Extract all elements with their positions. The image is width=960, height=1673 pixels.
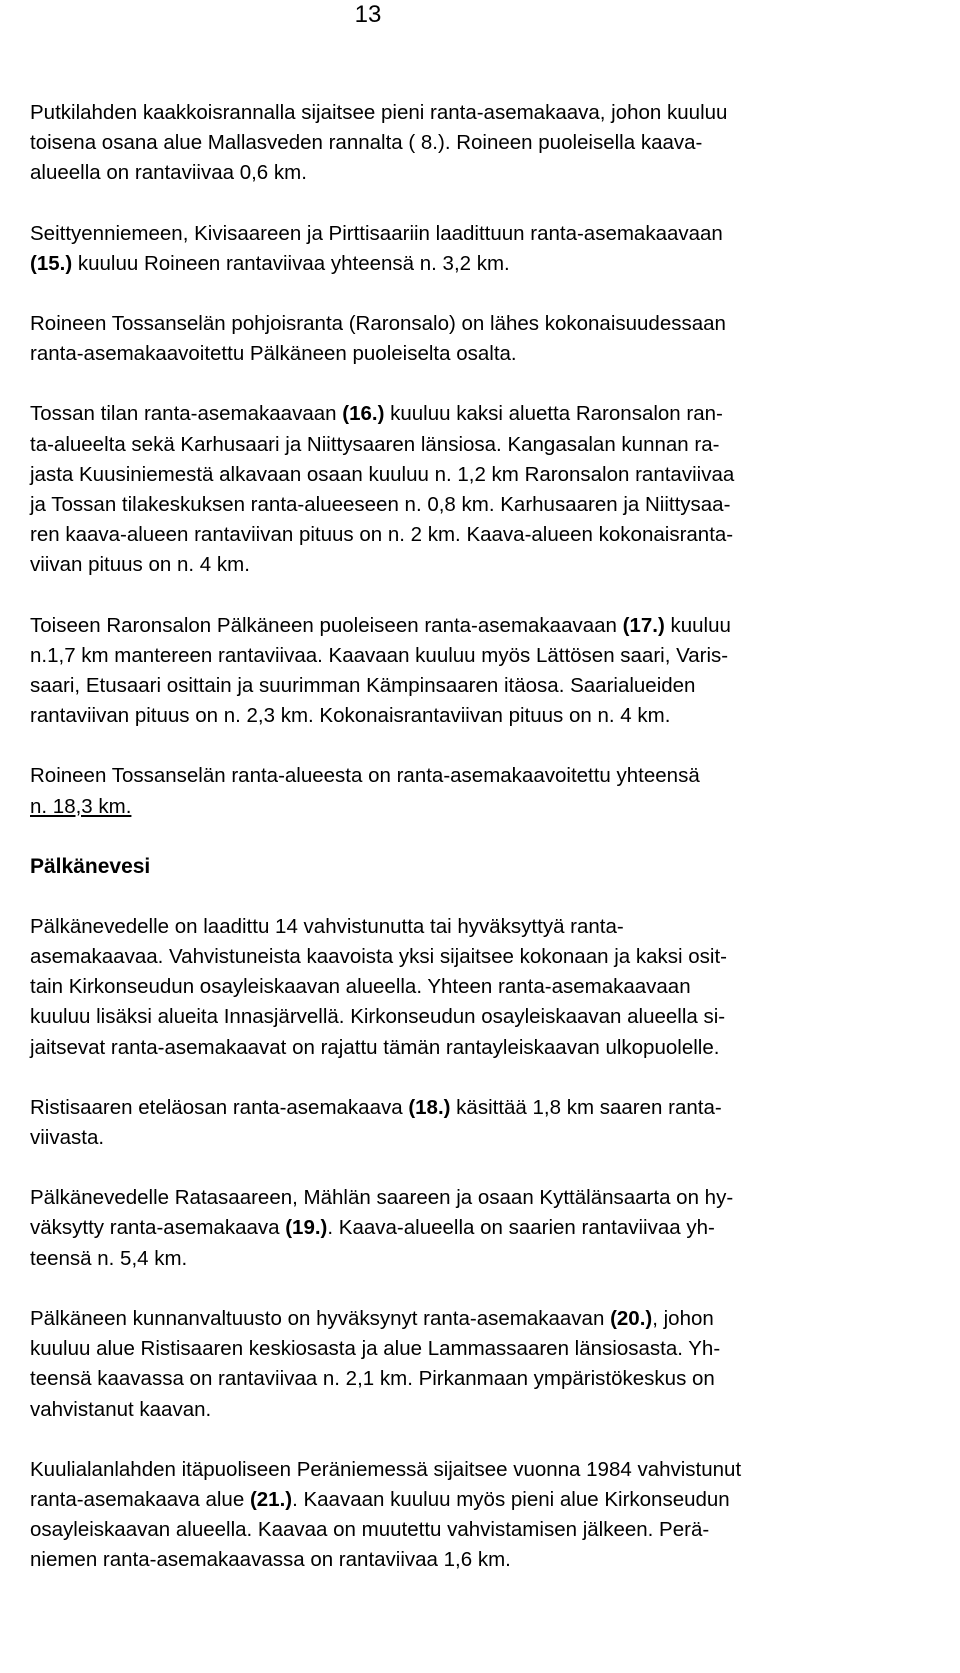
document-body <box>30 98 930 1606</box>
text-segment: kuuluu <box>664 613 731 637</box>
text-segment: ta-alueelta sekä Karhusaari ja Niittysaaren länsiosa. Kangasalan kunnan ra- <box>30 432 720 456</box>
text-segment: käsittää 1,8 km saaren ranta- <box>450 1095 722 1119</box>
text-line <box>30 1304 930 1334</box>
text-segment: (18.) <box>408 1095 451 1119</box>
paragraph <box>30 761 930 821</box>
text-segment: osayleiskaavan alueella. Kaavaa on muutettu vahvistamisen jälkeen. Perä- <box>30 1518 710 1542</box>
paragraph <box>30 309 930 369</box>
text-line <box>30 761 930 791</box>
text-segment: Seittyenniemeen, Kivisaareen ja Pirttisaariin laadittuun ranta-asemakaavaan <box>30 221 723 245</box>
text-segment: Pälkänevedelle on laadittu 14 vahvistunutta tai hyväksyttyä ranta- <box>30 914 624 938</box>
text-line <box>30 641 930 671</box>
text-line <box>30 399 930 429</box>
text-line <box>30 1364 930 1394</box>
text-segment: Putkilahden kaakkoisrannalla sijaitsee pieni ranta-asemakaava, johon kuuluu <box>30 101 728 124</box>
text-segment: teensä kaavassa on rantaviivaa n. 2,1 km. Pirkanmaan ympäristökeskus on <box>30 1367 715 1391</box>
text-line <box>30 1485 930 1515</box>
text-segment: (16.) <box>342 402 385 426</box>
text-line <box>30 1515 930 1545</box>
text-line <box>30 1123 930 1153</box>
text-segment: asemakaavaa. Vahvistuneista kaavoista yksi sijaitsee kokonaan ja kaksi osit- <box>30 945 727 969</box>
text-line <box>30 520 930 550</box>
paragraph <box>30 1183 930 1274</box>
text-segment: kuuluu lisäksi alueita Innasjärvellä. Kirkonseudun osayleiskaavan alueella si- <box>30 1005 726 1029</box>
text-line <box>30 249 930 279</box>
text-segment: , johon <box>652 1306 714 1330</box>
text-line <box>30 128 930 158</box>
paragraph <box>30 1455 930 1576</box>
paragraph <box>30 611 930 732</box>
text-line <box>30 611 930 641</box>
text-line <box>30 550 930 580</box>
text-segment: väksytty ranta-asemakaava <box>30 1216 286 1240</box>
text-line <box>30 1093 930 1123</box>
text-segment: Toiseen Raronsalon Pälkäneen puoleiseen ranta-asemakaavaan <box>30 613 623 637</box>
text-line <box>30 942 930 972</box>
text-line <box>30 1033 930 1063</box>
text-line <box>30 1334 930 1364</box>
text-line <box>30 309 930 339</box>
text-segment: (19.) <box>285 1216 328 1240</box>
text-line <box>30 219 930 249</box>
text-segment: alueella on rantaviivaa 0,6 km. <box>30 161 307 185</box>
text-line <box>30 339 930 369</box>
paragraph <box>30 1093 930 1153</box>
text-segment: ranta-asemakaavoitettu Pälkäneen puoleiselta osalta. <box>30 342 517 366</box>
text-segment: Tossan tilan ranta-asemakaavaan <box>30 402 343 426</box>
paragraph <box>30 912 930 1063</box>
paragraph <box>30 98 930 189</box>
text-line <box>30 701 930 731</box>
text-line <box>30 972 930 1002</box>
text-line <box>30 1244 930 1274</box>
text-line <box>30 1395 930 1425</box>
text-line <box>30 912 930 942</box>
text-segment: Ristisaaren eteläosan ranta-asemakaava <box>30 1095 409 1119</box>
text-segment: Kuulialanlahden itäpuoliseen Peräniemessä sijaitsee vuonna 1984 vahvistunut <box>30 1457 742 1481</box>
text-segment: . Kaavaan kuuluu myös pieni alue Kirkonseudun <box>292 1487 730 1511</box>
section-heading: Pälkänevesi <box>30 854 151 878</box>
text-segment: Roineen Tossanselän ranta-alueesta on ranta-asemakaavoitettu yhteensä <box>30 764 700 788</box>
text-segment: kuuluu alue Ristisaaren keskiosasta ja alue Lammassaaren länsiosasta. Yh- <box>30 1337 721 1361</box>
text-segment: (17.) <box>622 613 665 637</box>
text-segment: saari, Etusaari osittain ja suurimman Kämpinsaaren itäosa. Saarialueiden <box>30 674 696 698</box>
text-segment: n. 18,3 km. <box>30 794 132 818</box>
paragraph <box>30 1304 930 1425</box>
text-line <box>30 671 930 701</box>
text-segment: (21.) <box>249 1487 293 1511</box>
text-line <box>30 1002 930 1032</box>
text-segment: kuuluu kaksi aluetta Raronsalon ran- <box>384 402 723 426</box>
text-segment: Roineen Tossanselän pohjoisranta (Raronsalo) on lähes kokonaisuudessaan <box>30 312 726 336</box>
text-segment: ja Tossan tilakeskuksen ranta-alueeseen n. 0,8 km. Karhusaaren ja Niittysaa- <box>30 493 731 517</box>
text-segment: Pälkänevedelle Ratasaareen, Mählän saareen ja osaan Kyttälänsaarta on hy- <box>30 1186 734 1210</box>
text-segment: toisena osana alue Mallasveden rannalta ( 8.). Roineen puoleisella kaava- <box>30 131 703 155</box>
text-line <box>30 158 930 188</box>
text-line <box>30 1183 930 1213</box>
text-segment: tain Kirkonseudun osayleiskaavan alueella. Yhteen ranta-asemakaavaan <box>30 975 691 999</box>
text-segment: . Kaava-alueella on saarien rantaviivaa yh- <box>327 1216 715 1240</box>
text-segment: n.1,7 km mantereen rantaviivaa. Kaavaan kuuluu myös Lättösen saari, Varis- <box>30 643 729 667</box>
text-line <box>30 1545 930 1575</box>
paragraph <box>30 219 930 279</box>
text-segment: ren kaava-alueen rantaviivan pituus on n. 2 km. Kaava-alueen kokonaisranta- <box>30 523 734 547</box>
text-segment: kuuluu Roineen rantaviivaa yhteensä n. 3,2 km. <box>72 251 510 275</box>
text-segment: vahvistanut kaavan. <box>30 1397 212 1421</box>
text-segment: viivasta. <box>30 1126 105 1150</box>
text-line <box>30 1455 930 1485</box>
text-segment: ranta-asemakaava alue <box>30 1487 250 1511</box>
text-segment: (20.) <box>610 1306 653 1330</box>
text-line <box>30 792 930 822</box>
text-line <box>30 460 930 490</box>
text-line <box>30 98 930 128</box>
text-segment: viivan pituus on n. 4 km. <box>30 553 250 577</box>
text-segment: teensä n. 5,4 km. <box>30 1246 188 1270</box>
text-segment: Pälkäneen kunnanvaltuusto on hyväksynyt ranta-asemakaavan <box>30 1306 611 1330</box>
text-segment: (15.) <box>30 251 73 275</box>
page-number: 13 <box>354 1 382 28</box>
text-line <box>30 430 930 460</box>
paragraph <box>30 399 930 580</box>
text-segment: jasta Kuusiniemestä alkavaan osaan kuuluu n. 1,2 km Raronsalon rantaviivaa <box>30 462 735 486</box>
text-line <box>30 490 930 520</box>
text-line <box>30 1213 930 1243</box>
text-segment: niemen ranta-asemakaavassa on rantaviivaa 1,6 km. <box>30 1548 511 1572</box>
text-segment: jaitsevat ranta-asemakaavat on rajattu tämän rantayleiskaavan ulkopuolelle. <box>30 1035 720 1059</box>
text-segment: rantaviivan pituus on n. 2,3 km. Kokonaisrantaviivan pituus on n. 4 km. <box>30 704 671 728</box>
